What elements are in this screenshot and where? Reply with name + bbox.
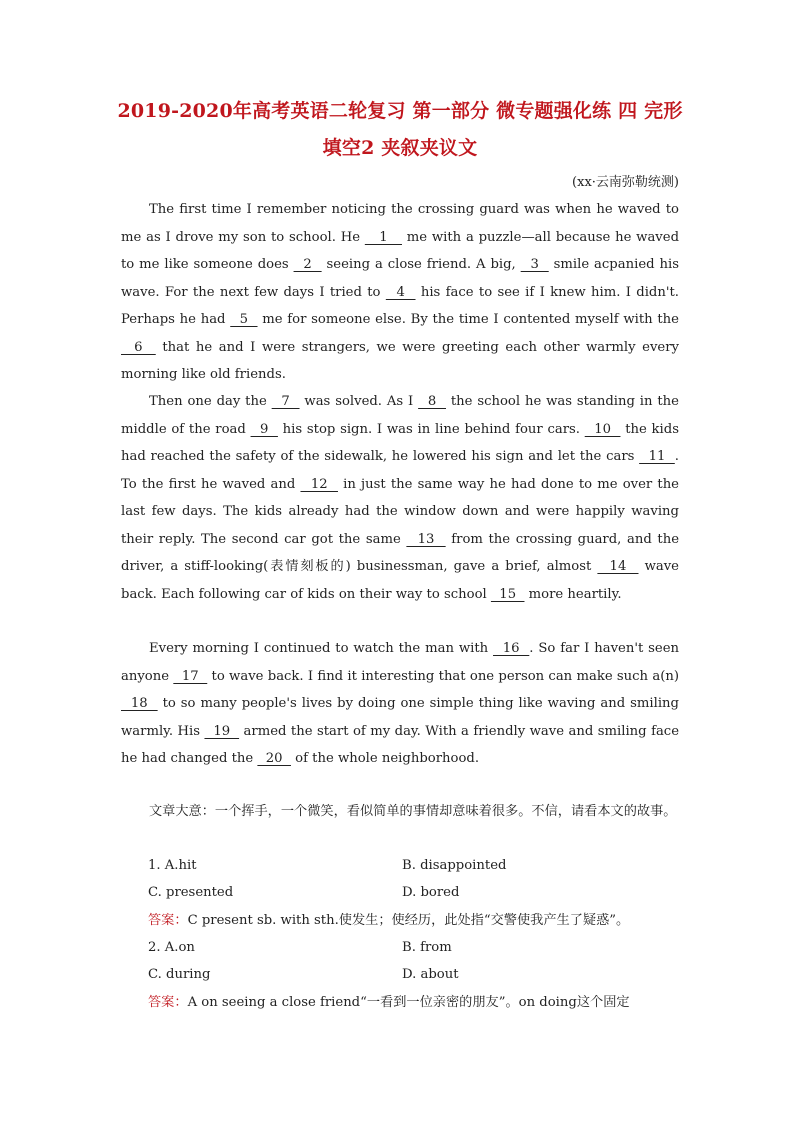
document-title-line-1: 2019-2020年高考英语二轮复习 第一部分 微专题强化练 四 完形: [117, 100, 683, 122]
text-run: the school he was standing in the middle of the road: [121, 394, 679, 437]
blank-19: 19: [204, 723, 240, 739]
text-run: his face to see if I knew him. I didn't. Perhaps he had: [121, 284, 679, 327]
q1-option-d: D. bored: [402, 885, 460, 900]
text-run: The first time I remember noticing the crossing guard was when he waved to me as I drove my son to school. He: [121, 202, 679, 245]
text-run: that he and I were strangers, we were greeting each other warmly every morning like old friends.: [121, 339, 679, 382]
text-run: was solved. As I: [299, 394, 419, 409]
text-run: . So far I haven't seen anyone: [121, 641, 679, 684]
blank-4: 4: [385, 284, 416, 300]
blank-14: 14: [597, 559, 639, 574]
blank-11: 11: [639, 449, 675, 464]
blank-6: 6: [121, 339, 156, 355]
blank-5: 5: [230, 312, 258, 327]
blank-18: 18: [121, 696, 158, 711]
text-run: wave back. Each following car of kids on their way to school: [121, 559, 679, 602]
text-run: Then one day the: [149, 394, 272, 409]
answer-label: 答案：: [148, 913, 188, 928]
text-run: in just the same way he had done to me over the last few days. The kids already had the window down and were happily waving their reply. The second car got the same: [121, 476, 679, 547]
q2-option-b: B. from: [402, 940, 452, 955]
text-run: seeing a close friend. A big,: [321, 257, 521, 272]
text-run: the kids had reached the safety of the sidewalk, he lowered his sign and let the cars: [121, 421, 679, 464]
document-title-line-2: 填空2 夹叙夹议文: [322, 137, 478, 159]
blank-12: 12: [300, 476, 338, 492]
blank-16: 16: [493, 641, 530, 656]
q1-option-c: C. presented: [148, 885, 234, 900]
text-run: me for someone else. By the time I contented myself with the: [257, 312, 679, 327]
answer-label: 答案：: [148, 995, 188, 1010]
blank-9: 9: [250, 421, 278, 437]
source-note: (xx·云南弥勒统测): [572, 175, 679, 190]
text-run: smile acpanied his wave. For the next few days I tried to: [121, 257, 679, 300]
blank-13: 13: [406, 531, 446, 547]
text-run: from the crossing guard, and the driver, a stiff-looking(表情刻板的) businessman, gave a brief, almost: [121, 531, 679, 574]
text-run: to so many people's lives by doing one simple thing like waving and smiling warmly. His: [121, 696, 679, 739]
passage-paragraph-3: [121, 635, 679, 773]
blank-2: 2: [293, 257, 322, 272]
answer-text: A on seeing a close friend“一看到一位亲密的朋友”。on doing这个固定: [187, 995, 630, 1010]
passage-paragraph-1: [121, 196, 679, 389]
blank-1: 1: [364, 229, 402, 245]
blank-8: 8: [418, 394, 446, 409]
summary-text: 文章大意：一个挥手，一个微笑，看似简单的事情却意味着很多。不信，请看本文的故事。: [149, 804, 677, 819]
q2-option-a: 2. A.on: [148, 940, 195, 955]
blank-10: 10: [584, 421, 621, 437]
text-run: me with a puzzle—all because he waved to me like someone does: [121, 229, 680, 272]
passage-paragraph-2: [121, 388, 679, 608]
answer-text: C present sb. with sth.使发生；使经历，此处指“交警使我产生了疑惑”。: [187, 913, 630, 928]
q2-option-c: C. during: [148, 967, 211, 982]
q2-answer: [148, 989, 680, 1017]
text-run: more heartily.: [524, 586, 622, 602]
blank-17: 17: [173, 668, 208, 684]
q1-answer: [148, 907, 680, 935]
text-run: . To the first he waved and: [121, 449, 679, 492]
blank-3: 3: [520, 257, 549, 272]
text-run: his stop sign. I was in line behind four cars.: [277, 421, 585, 437]
blank-7: 7: [271, 394, 300, 409]
blank-15: 15: [490, 586, 525, 602]
text-run: armed the start of my day. With a friendly wave and smiling face he had changed the: [121, 723, 680, 766]
passage-summary: [121, 798, 679, 826]
q2-option-d: D. about: [402, 967, 459, 982]
text-run: of the whole neighborhood.: [290, 751, 480, 766]
blank-20: 20: [257, 751, 291, 766]
q1-option-b: B. disappointed: [402, 858, 507, 873]
text-run: Every morning I continued to watch the man with: [149, 641, 494, 656]
q1-option-a: 1. A.hit: [148, 858, 197, 873]
text-run: to wave back. I find it interesting that one person can make such a(n): [207, 668, 679, 684]
